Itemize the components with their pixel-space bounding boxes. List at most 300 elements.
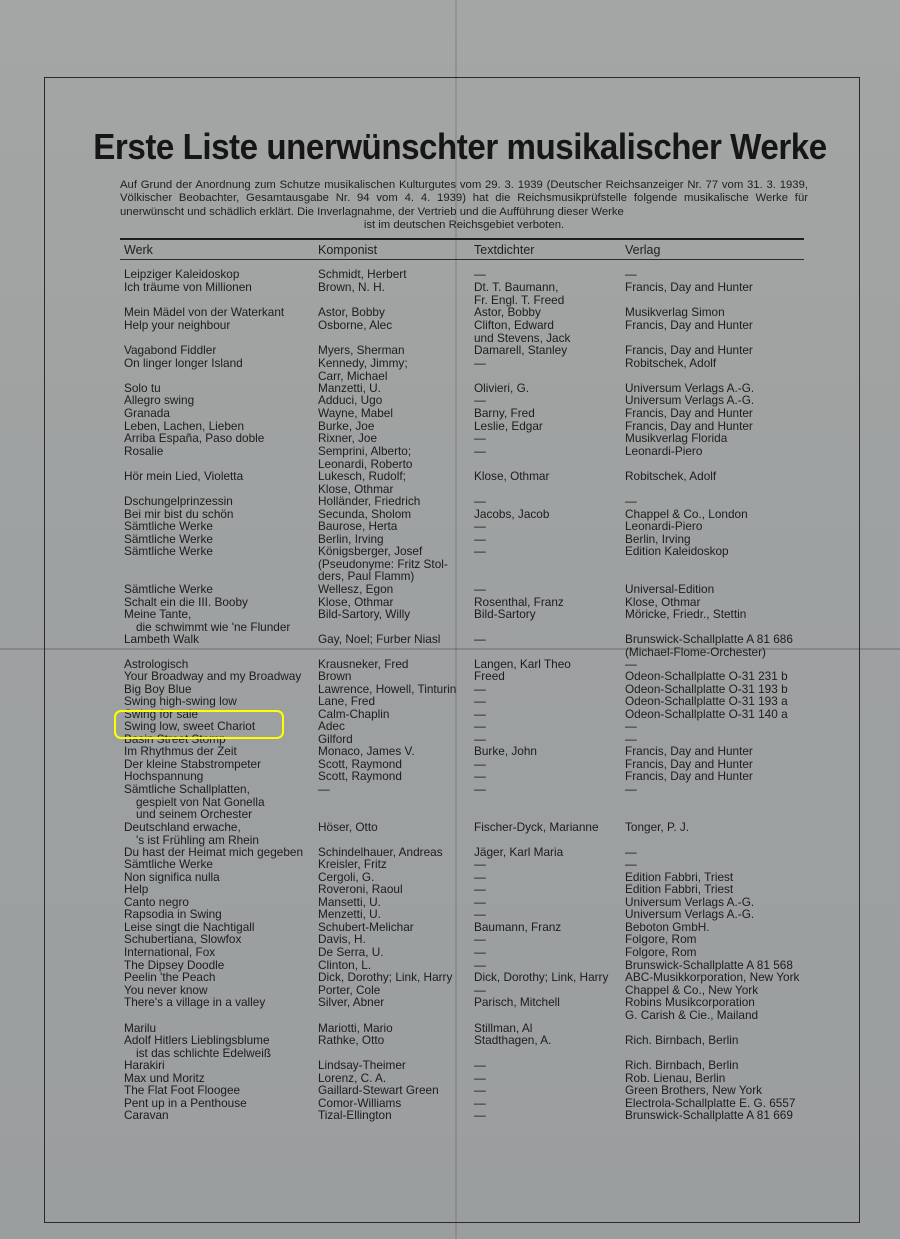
cell-line: Dick, Dorothy; Link, Harry: [474, 970, 609, 984]
cell-line: Universum Verlags A.-G.: [625, 393, 755, 407]
cell-werk: [124, 933, 241, 946]
cell-line: Kennedy, Jimmy;: [318, 356, 408, 370]
cell-line: Deutschland erwache,: [124, 820, 241, 834]
cell-line: Dschungelprinzessin: [124, 494, 233, 508]
cell-line: Calm-Chaplin: [318, 707, 390, 721]
cell-line: Astor, Bobby: [474, 305, 541, 319]
cell-line: —: [474, 444, 486, 458]
cell-line: Francis, Day and Hunter: [625, 744, 753, 758]
cell-line: —: [474, 782, 486, 796]
cell-line: ders, Paul Flamm): [318, 569, 415, 584]
cell-line: Osborne, Alec: [318, 318, 393, 332]
cell-textdichter: [474, 946, 486, 959]
cell-werk: [124, 470, 243, 483]
cell-werk: [124, 633, 199, 646]
cell-line: Meine Tante,: [124, 607, 192, 621]
cell-line: Hör mein Lied, Violetta: [124, 469, 244, 483]
cell-line: Universum Verlags A.-G.: [625, 895, 755, 909]
cell-werk: [124, 445, 163, 458]
cell-verlag: [625, 1084, 762, 1097]
cell-line: Adolf Hitlers Lieblingsblume: [124, 1033, 270, 1047]
cell-line: —: [474, 1071, 486, 1085]
cell-line: —: [474, 532, 486, 546]
cell-line: Rich. Birnbach, Berlin: [625, 1033, 739, 1047]
cell-line: —: [474, 719, 486, 733]
cell-line: Klose, Othmar: [474, 469, 550, 483]
cell-line: Scott, Raymond: [318, 769, 402, 783]
cell-line: —: [474, 694, 486, 708]
cell-komponist: [318, 670, 351, 683]
cell-line: Musikverlag Florida: [625, 431, 728, 445]
cell-line: Burke, Joe: [318, 419, 375, 433]
cell-textdichter: [474, 971, 608, 984]
cell-line: Edition Fabbri, Triest: [625, 870, 734, 884]
cell-komponist: [318, 445, 412, 470]
cell-werk: [124, 545, 213, 558]
cell-verlag: [625, 783, 637, 796]
cell-line: —: [625, 845, 637, 859]
cell-line: Canto negro: [124, 895, 189, 909]
cell-line: ist das schlichte Edelweiß: [136, 1045, 272, 1060]
cell-line: Gay, Noel; Furber Niasl: [318, 632, 441, 646]
cell-komponist: [318, 306, 385, 319]
cell-line: Dick, Dorothy; Link, Harry: [318, 970, 453, 984]
cell-komponist: [318, 1059, 406, 1072]
cell-line: Help: [124, 882, 149, 896]
cell-verlag: [625, 268, 637, 281]
cell-line: Universum Verlags A.-G.: [625, 907, 755, 921]
cell-line: —: [474, 870, 486, 884]
cell-line: Lane, Fred: [318, 694, 376, 708]
cell-line: Sämtliche Werke: [124, 532, 213, 546]
cell-line: —: [474, 732, 486, 746]
cell-line: Rapsodia in Swing: [124, 907, 222, 921]
cell-line: —: [474, 632, 486, 646]
cell-line: Cergoli, G.: [318, 870, 375, 884]
cell-verlag: [625, 770, 753, 783]
cell-verlag: [625, 357, 716, 370]
cell-verlag: [625, 1109, 793, 1122]
cell-line: Wellesz, Egon: [318, 582, 394, 596]
cell-line: Sämtliche Werke: [124, 544, 213, 558]
cell-line: Leonardi-Piero: [625, 519, 703, 533]
cell-line: Max und Moritz: [124, 1071, 205, 1085]
cell-verlag: [625, 281, 753, 294]
cell-werk: [124, 281, 252, 294]
cell-line: Odeon-Schallplatte O-31 193 a: [625, 694, 788, 708]
cell-verlag: [625, 883, 733, 896]
cell-line: Brunswick-Schallplatte A 81 686: [625, 632, 793, 646]
cell-line: Stadthagen, A.: [474, 1033, 552, 1047]
cell-line: Brunswick-Schallplatte A 81 669: [625, 1108, 793, 1122]
cell-line: Wayne, Mabel: [318, 406, 393, 420]
cell-komponist: [318, 946, 384, 959]
cell-line: Hochspannung: [124, 769, 204, 783]
cell-line: Tizal-Ellington: [318, 1108, 392, 1122]
cell-verlag: [625, 520, 702, 533]
highlight-box: [114, 707, 284, 739]
cell-werk: [124, 608, 290, 633]
cell-line: —: [625, 494, 637, 508]
cell-line: —: [474, 267, 486, 281]
cell-line: Mansetti, U.: [318, 895, 381, 909]
cell-werk: [124, 583, 213, 596]
cell-line: —: [474, 907, 486, 921]
cell-line: —: [474, 1108, 486, 1122]
cell-verlag: [625, 445, 702, 458]
cell-line: Robitschek, Adolf: [625, 469, 717, 483]
cell-line: Fischer-Dyck, Marianne: [474, 820, 599, 834]
cell-line: Tonger, P. J.: [625, 820, 690, 834]
cell-komponist: [318, 770, 402, 783]
cell-werk: [124, 770, 203, 783]
cell-line: The Dipsey Doodle: [124, 958, 225, 972]
cell-line: Scott, Raymond: [318, 757, 402, 771]
cell-line: —: [625, 267, 637, 281]
cell-line: Comor-Williams: [318, 1096, 402, 1110]
cell-komponist: [318, 394, 382, 407]
cell-werk: [124, 407, 170, 420]
cell-line: Lukesch, Rudolf;: [318, 469, 406, 483]
cell-werk: [124, 996, 265, 1009]
cell-werk: [124, 670, 301, 683]
cell-verlag: [625, 996, 758, 1021]
cell-line: Caravan: [124, 1108, 169, 1122]
cell-komponist: [318, 1084, 439, 1097]
cell-line: Allegro swing: [124, 393, 195, 407]
cell-verlag: [625, 946, 696, 959]
cell-verlag: [625, 1059, 738, 1072]
cell-line: —: [474, 544, 486, 558]
cell-komponist: [318, 495, 420, 508]
cell-line: Silver, Abner: [318, 995, 385, 1009]
cell-komponist: [318, 608, 410, 621]
cell-line: —: [474, 682, 486, 696]
cell-line: Damarell, Stanley: [474, 343, 568, 357]
cell-line: Musikverlag Simon: [625, 305, 725, 319]
intro-last-line: ist im deutschen Reichsgebiet verboten.: [363, 219, 565, 232]
cell-verlag: [625, 858, 637, 871]
cell-line: Peelin 'the Peach: [124, 970, 216, 984]
cell-textdichter: [474, 1034, 551, 1047]
cell-line: Ich träume von Millionen: [124, 280, 252, 294]
cell-line: Menzetti, U.: [318, 907, 381, 921]
cell-line: —: [474, 882, 486, 896]
cell-line: Dt. T. Baumann,: [474, 280, 559, 294]
cell-werk: [124, 495, 233, 508]
cell-line: Königsberger, Josef: [318, 544, 423, 558]
cell-verlag: [625, 583, 714, 596]
cell-line: Francis, Day and Hunter: [625, 318, 753, 332]
cell-textdichter: [474, 608, 536, 621]
cell-komponist: [318, 821, 378, 834]
cell-line: Bild-Sartory: [474, 607, 536, 621]
cell-komponist: [318, 357, 408, 382]
cell-line: Berlin, Irving: [318, 532, 384, 546]
cell-line: Odeon-Schallplatte O-31 193 b: [625, 682, 788, 696]
cell-line: Robins Musikcorporation: [625, 995, 755, 1009]
cell-line: die schwimmt wie 'ne Flunder: [136, 619, 291, 634]
cell-line: Francis, Day and Hunter: [625, 343, 753, 357]
cell-komponist: [318, 470, 406, 495]
cell-line: Schindelhauer, Andreas: [318, 845, 443, 859]
cell-line: Solo tu: [124, 381, 161, 395]
cell-line: Bild-Sartory, Willy: [318, 607, 411, 621]
cell-line: Leslie, Edgar: [474, 419, 543, 433]
cell-line: Brown: [318, 669, 352, 683]
cell-line: Odeon-Schallplatte O-31 140 a: [625, 707, 788, 721]
cell-komponist: [318, 583, 393, 596]
header-verlag: Verlag: [625, 243, 661, 257]
cell-line: Francis, Day and Hunter: [625, 280, 753, 294]
cell-line: Semprini, Alberto;: [318, 444, 412, 458]
cell-line: You never know: [124, 983, 208, 997]
cell-line: Clinton, L.: [318, 958, 372, 972]
cell-textdichter: [474, 720, 486, 733]
cell-textdichter: [474, 633, 486, 646]
cell-textdichter: [474, 319, 570, 344]
intro-text: Auf Grund der Anordnung zum Schutze musikalischen Kulturgutes vom 29. 3. 1939 (Deutscher Reichsanzeiger Nr. 77 vom 31. 3. 1939, Völkischer Beobachter, Gesamtausgabe Nr. 94 vom 4. 4. 1939) hat die Reichsmusikprüfstelle folgende musikalische Werke für unerwünscht und schädlich erklärt. Die Inverlagnahme, der Vertrieb und die Aufführung dieser Werke: [120, 179, 808, 218]
cell-line: Marilu: [124, 1021, 157, 1035]
cell-komponist: [318, 908, 381, 921]
cell-verlag: [625, 933, 696, 946]
cell-line: —: [474, 945, 486, 959]
cell-line: Olivieri, G.: [474, 381, 530, 395]
cell-textdichter: [474, 770, 486, 783]
cell-textdichter: [474, 306, 541, 319]
cell-verlag: [625, 695, 788, 708]
cell-werk: [124, 745, 237, 758]
cell-verlag: [625, 470, 716, 483]
cell-line: Swing for sale: [124, 707, 199, 721]
cell-line: —: [474, 1058, 486, 1072]
cell-line: ABC-Musikkorporation, New York: [625, 970, 800, 984]
cell-line: Lorenz, C. A.: [318, 1071, 387, 1085]
cell-line: Folgore, Rom: [625, 945, 697, 959]
cell-textdichter: [474, 858, 486, 871]
cell-line: —: [625, 657, 637, 671]
cell-werk: [124, 268, 239, 281]
cell-line: Leben, Lachen, Lieben: [124, 419, 245, 433]
cell-line: Rixner, Joe: [318, 431, 378, 445]
cell-komponist: [318, 520, 397, 533]
cell-line: Rathke, Otto: [318, 1033, 385, 1047]
cell-werk: [124, 1084, 240, 1097]
cell-line: Clifton, Edward: [474, 318, 554, 332]
cell-line: Barny, Fred: [474, 406, 535, 420]
cell-werk: [124, 783, 265, 821]
cell-line: Klose, Othmar: [318, 595, 394, 609]
cell-line: Davis, H.: [318, 932, 366, 946]
cell-line: Kreisler, Fritz: [318, 857, 387, 871]
cell-line: Krausneker, Fred: [318, 657, 409, 671]
cell-line: —: [474, 431, 486, 445]
cell-line: —: [474, 1096, 486, 1110]
cell-line: Astrologisch: [124, 657, 189, 671]
cell-line: International, Fox: [124, 945, 216, 959]
cell-komponist: [318, 858, 387, 871]
cell-verlag: [625, 670, 788, 683]
cell-line: Rob. Lienau, Berlin: [625, 1071, 726, 1085]
cell-line: Roveroni, Raoul: [318, 882, 403, 896]
cell-line: Burke, John: [474, 744, 537, 758]
cell-line: Vagabond Fiddler: [124, 343, 217, 357]
cell-line: Rosalie: [124, 444, 164, 458]
cell-line: Myers, Sherman: [318, 343, 405, 357]
cell-komponist: [318, 1034, 384, 1047]
cell-line: Green Brothers, New York: [625, 1083, 763, 1097]
cell-komponist: [318, 432, 377, 445]
cell-verlag: [625, 319, 753, 332]
cell-line: Robitschek, Adolf: [625, 356, 717, 370]
cell-line: Carr, Michael: [318, 368, 388, 383]
cell-verlag: [625, 344, 753, 357]
cell-werk: [124, 1059, 165, 1072]
cell-line: Im Rhythmus der Zeit: [124, 744, 237, 758]
cell-line: Lawrence, Howell, Tinturin: [318, 682, 457, 696]
cell-line: G. Carish & Cie., Mailand: [625, 1007, 759, 1022]
cell-line: —: [474, 857, 486, 871]
cell-werk: [124, 883, 148, 896]
cell-line: —: [474, 1083, 486, 1097]
cell-line: Holländer, Friedrich: [318, 494, 421, 508]
cell-textdichter: [474, 545, 486, 558]
cell-textdichter: [474, 432, 486, 445]
header-komponist: Komponist: [318, 243, 378, 257]
header-werk: Werk: [124, 243, 153, 257]
cell-line: —: [625, 732, 637, 746]
cell-line: Schalt ein die III. Booby: [124, 595, 248, 609]
cell-line: Porter, Cole: [318, 983, 381, 997]
cell-textdichter: [474, 745, 537, 758]
cell-line: Brown, N. H.: [318, 280, 385, 294]
cell-line: Gilford: [318, 732, 353, 746]
cell-textdichter: [474, 1059, 486, 1072]
cell-line: Sämtliche Werke: [124, 582, 213, 596]
cell-line: Swing high-swing low: [124, 694, 237, 708]
cell-komponist: [318, 1109, 392, 1122]
cell-line: (Pseudonyme: Fritz Stol-: [318, 556, 448, 571]
cell-line: Stillman, Al: [474, 1021, 533, 1035]
cell-komponist: [318, 695, 375, 708]
cell-werk: [124, 946, 215, 959]
cell-komponist: [318, 545, 448, 583]
cell-line: —: [474, 958, 486, 972]
cell-line: Bei mir bist du schön: [124, 507, 234, 521]
cell-verlag: [625, 745, 753, 758]
cell-werk: [124, 821, 259, 846]
cell-textdichter: [474, 407, 535, 420]
cell-werk: [124, 520, 213, 533]
cell-werk: [124, 908, 222, 921]
cell-line: Folgore, Rom: [625, 932, 697, 946]
cell-verlag: [625, 908, 754, 921]
cell-werk: [124, 1034, 271, 1059]
cell-komponist: [318, 720, 345, 733]
cell-line: Basin Street Stomp: [124, 732, 226, 746]
cell-textdichter: [474, 921, 561, 934]
cell-textdichter: [474, 268, 486, 281]
cell-line: —: [474, 393, 486, 407]
cell-verlag: [625, 394, 754, 407]
cell-werk: [124, 432, 264, 445]
cell-line: Lambeth Walk: [124, 632, 199, 646]
cell-line: 's ist Frühling am Rhein: [136, 832, 259, 847]
cell-komponist: [318, 281, 385, 294]
cell-line: Beboton GmbH.: [625, 920, 710, 934]
cell-line: Leise singt die Nachtigall: [124, 920, 255, 934]
cell-line: Schubertiana, Slowfox: [124, 932, 242, 946]
cell-line: Odeon-Schallplatte O-31 231 b: [625, 669, 788, 683]
cell-line: Schmidt, Herbert: [318, 267, 407, 281]
cell-line: Astor, Bobby: [318, 305, 385, 319]
cell-textdichter: [474, 357, 486, 370]
cell-line: Möricke, Friedr., Stettin: [625, 607, 747, 621]
cell-line: Francis, Day and Hunter: [625, 769, 753, 783]
cell-verlag: [625, 633, 793, 658]
cell-komponist: [318, 633, 440, 646]
cell-textdichter: [474, 1084, 486, 1097]
cell-textdichter: [474, 344, 567, 357]
cell-line: —: [625, 782, 637, 796]
cell-line: Universum Verlags A.-G.: [625, 381, 755, 395]
cell-line: Edition Kaleidoskop: [625, 544, 729, 558]
cell-line: —: [474, 582, 486, 596]
cell-komponist: [318, 933, 366, 946]
cell-komponist: [318, 745, 415, 758]
cell-line: Sämtliche Schallplatten,: [124, 782, 250, 796]
cell-textdichter: [474, 445, 486, 458]
cell-komponist: [318, 319, 392, 332]
cell-line: Mein Mädel von der Waterkant: [124, 305, 285, 319]
cell-komponist: [318, 268, 407, 281]
cell-textdichter: [474, 670, 505, 683]
cell-werk: [124, 971, 215, 984]
cell-line: —: [474, 707, 486, 721]
cell-line: Granada: [124, 406, 170, 420]
cell-line: —: [474, 769, 486, 783]
cell-werk: [124, 306, 284, 319]
cell-line: Leipziger Kaleidoskop: [124, 267, 240, 281]
cell-textdichter: [474, 908, 486, 921]
cell-line: (Michael-Flome-Orchester): [625, 644, 766, 659]
cell-werk: [124, 344, 216, 357]
cell-line: On linger longer Island: [124, 356, 243, 370]
cell-line: Rich. Birnbach, Berlin: [625, 1058, 739, 1072]
cell-line: Der kleine Stabstrompeter: [124, 757, 262, 771]
cell-line: Sämtliche Werke: [124, 857, 213, 871]
cell-textdichter: [474, 821, 599, 834]
cell-verlag: [625, 545, 729, 558]
cell-verlag: [625, 608, 746, 621]
cell-line: —: [474, 757, 486, 771]
cell-line: The Flat Foot Floogee: [124, 1083, 241, 1097]
cell-line: There's a village in a valley: [124, 995, 266, 1009]
cell-line: Swing low, sweet Chariot: [124, 719, 256, 733]
cell-line: De Serra, U.: [318, 945, 384, 959]
cell-line: —: [474, 932, 486, 946]
cell-line: Francis, Day and Hunter: [625, 419, 753, 433]
cell-line: Chappel & Co., London: [625, 507, 748, 521]
cell-line: Francis, Day and Hunter: [625, 406, 753, 420]
cell-verlag: [625, 495, 637, 508]
cell-line: Adduci, Ugo: [318, 393, 383, 407]
cell-line: —: [474, 519, 486, 533]
cell-komponist: [318, 344, 405, 357]
cell-textdichter: [474, 783, 486, 796]
cell-textdichter: [474, 495, 486, 508]
cell-line: —: [625, 857, 637, 871]
